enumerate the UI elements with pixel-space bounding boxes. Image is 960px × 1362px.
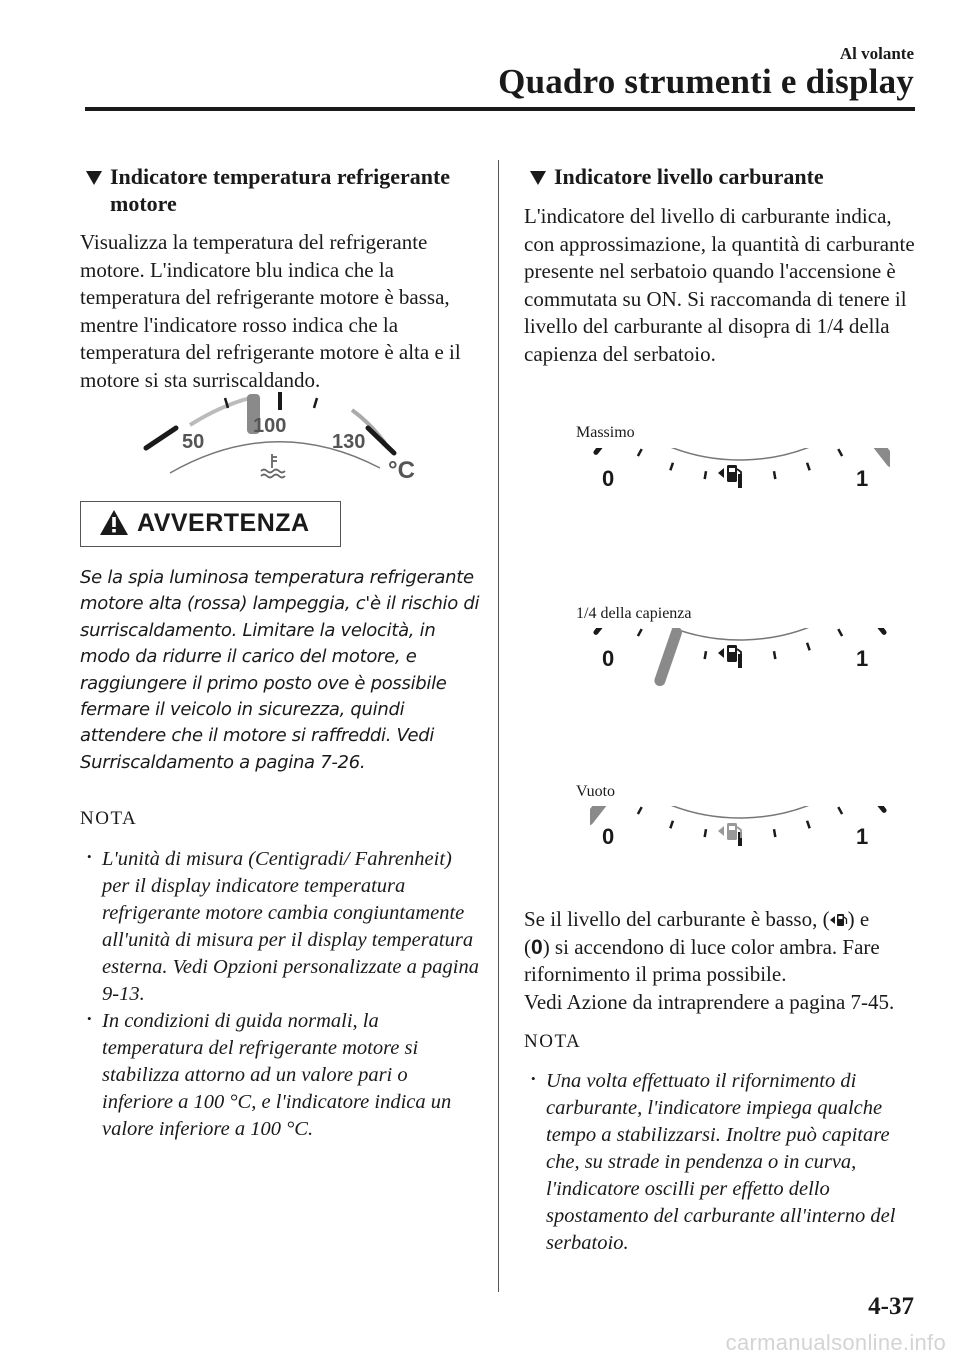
warning-triangle-icon (99, 509, 129, 536)
coolant-temperature-icon (261, 454, 285, 478)
temperature-label-100: 100 (253, 415, 287, 437)
fuel-gauge-label-full: 1 (856, 466, 869, 491)
low-fuel-paragraph: Se il livello del carburante è basso, ( ) e (0) si accendono di luce color ambra. Fare rifornimento il prima possibile. (524, 907, 880, 986)
fuel-gauge-tick (705, 651, 706, 659)
fuel-gauge-tick (596, 448, 616, 452)
fuel-gauge-tick (807, 643, 810, 651)
warning-box (80, 501, 341, 547)
fuel-gauge-tick (705, 829, 706, 837)
section-heading-fuel: Indicatore livello carburante (524, 163, 919, 190)
triangle-bullet-icon (86, 171, 102, 185)
fuel-gauge-needle (660, 632, 677, 680)
list-item: • In condizioni di guida normali, la temperatura del refrigerante motore si stabilizza attorno ad un valore pari o inferiore a 100 °C, e l'indicatore indica un valore inferiore a 100 °C. (80, 1008, 480, 1143)
fuel-gauge-needle (860, 448, 890, 462)
fuel-pump-window (729, 826, 735, 830)
fuel-gauge-tick (638, 449, 642, 456)
fuel-pump-arrow (718, 826, 724, 836)
fuel-gauge-tick (670, 821, 673, 829)
temperature-tick (314, 398, 317, 408)
fuel-gauge-tick (705, 471, 706, 479)
temperature-gauge-cold-zone (190, 398, 250, 425)
section-heading-coolant: Indicatore temperatura refrigerante motore (80, 163, 475, 217)
header-section: Al volante (839, 44, 914, 63)
fuel-gauge-quarter (590, 628, 890, 728)
fuel-gauge-tick (838, 807, 842, 814)
fuel-gauge-tick (864, 628, 884, 632)
temperature-label-50: 50 (182, 431, 205, 453)
fuel-gauge-tick (670, 463, 673, 471)
right-column-top (524, 163, 919, 368)
fuel-pump-arrow (718, 648, 724, 658)
fuel-gauge-label-empty: 0 (602, 824, 615, 849)
fuel-gauge-arc (650, 806, 836, 818)
left-note (80, 805, 480, 1143)
fuel-gauge-full (590, 448, 890, 548)
note-label: NOTA (524, 1031, 582, 1052)
fuel-pump-window (729, 648, 735, 652)
fuel-gauge-caption-quarter: 1/4 della capienza (576, 605, 692, 622)
fuel-gauge-tick (774, 471, 775, 479)
coolant-description: Visualizza la temperatura del refrigerante motore. L'indicatore blu indica che la temperatura del refrigerante motore è bassa, mentre l'indicatore rosso indica che la temperatura del refrigerante motore è alta e il motore si sta surriscaldando. (80, 230, 461, 392)
fuel-gauge-tick (807, 463, 810, 471)
page-title: Quadro strumenti e display (498, 62, 914, 101)
fuel-gauge-tick (864, 806, 884, 810)
fuel-pump-body (727, 823, 737, 840)
temperature-label-130: 130 (332, 431, 366, 453)
fuel-pump-body (727, 645, 737, 662)
action-reference: Vedi Azione da intraprendere a pagina 7-45. (524, 989, 895, 1014)
fuel-gauge-tick (774, 651, 775, 659)
fuel-empty-mark: 0 (531, 935, 543, 959)
fuel-gauge-needle (590, 806, 620, 820)
list-item: • Una volta effettuato il rifornimento di carburante, l'indicatore impiega qualche tempo a stabilizzarsi. Inoltre può capitare che, su strade in pendenza o in curva, l'indicatore oscilli per effetto dello spostamento del carburante all'interno del serbatoio. (524, 1068, 924, 1257)
fuel-description: L'indicatore del livello di carburante indica, con approssimazione, la quantità di carburante presente nel serbatoio quando l'accensione è commutata su ON. Si raccomanda di tenere il livello del carburante al disopra di 1/4 della capienza del serbatoio. (524, 204, 915, 366)
fuel-pump-icon (718, 823, 741, 840)
fuel-gauge-tick (838, 629, 842, 636)
triangle-bullet-icon (530, 171, 546, 185)
left-column-top (80, 163, 475, 394)
temperature-unit-label: °C (388, 457, 415, 484)
fuel-gauge-tick (638, 807, 642, 814)
fuel-pump-body (727, 465, 737, 482)
temperature-gauge (130, 388, 430, 488)
fuel-gauge-empty (590, 806, 890, 906)
fuel-pump-icon (718, 465, 741, 482)
fuel-gauge-label-full: 1 (856, 824, 869, 849)
fuel-gauge-tick (774, 829, 775, 837)
fuel-gauge-tick (838, 449, 842, 456)
fuel-gauge-tick (638, 629, 642, 636)
fuel-gauge-caption-empty: Vuoto (576, 783, 616, 800)
temperature-tick-min (146, 428, 176, 448)
temperature-tick-max (368, 428, 394, 453)
list-item: • L'unità di misura (Centigradi/ Fahrenheit) per il display indicatore temperatura refrigerante motore cambia congiuntamente all'unità di misura per il display temperatura esterna. Vedi Opzioni personalizzate a pagina 9-13. (80, 846, 480, 1008)
fuel-gauge-label-empty: 0 (602, 466, 615, 491)
fuel-gauge-label-empty: 0 (602, 646, 615, 671)
note-label: NOTA (80, 808, 138, 829)
fuel-gauge-tick (596, 628, 616, 632)
fuel-pump-window (729, 468, 735, 472)
fuel-gauge-arc (650, 448, 836, 460)
fuel-pump-icon (718, 645, 741, 662)
fuel-gauge-label-full: 1 (856, 646, 869, 671)
page-number: 4-37 (868, 1293, 914, 1320)
note-list (524, 1068, 924, 1257)
note-list (80, 846, 480, 1143)
warning-title: AVVERTENZA (137, 509, 310, 537)
watermark: carmanualsonline.info (725, 1330, 946, 1355)
fuel-gauge-tick (807, 821, 810, 829)
fuel-pump-icon (830, 912, 848, 928)
fuel-pump-arrow (718, 468, 724, 478)
header-rule (85, 107, 915, 111)
right-column-bottom (524, 906, 924, 1257)
column-divider (498, 160, 499, 1292)
fuel-gauge-caption-full: Massimo (576, 424, 635, 441)
warning-text: Se la spia luminosa temperatura refrigerante motore alta (rossa) lampeggia, c'è il rischio di surriscaldamento. Limitare la velocità, in modo da ridurre il carico del motore, e raggiungere il primo posto ove è possibile fermare il veicolo in sicurezza, quindi attendere che il motore si raffreddi. Vedi Surriscaldamento a pagina 7-26. (80, 567, 480, 773)
